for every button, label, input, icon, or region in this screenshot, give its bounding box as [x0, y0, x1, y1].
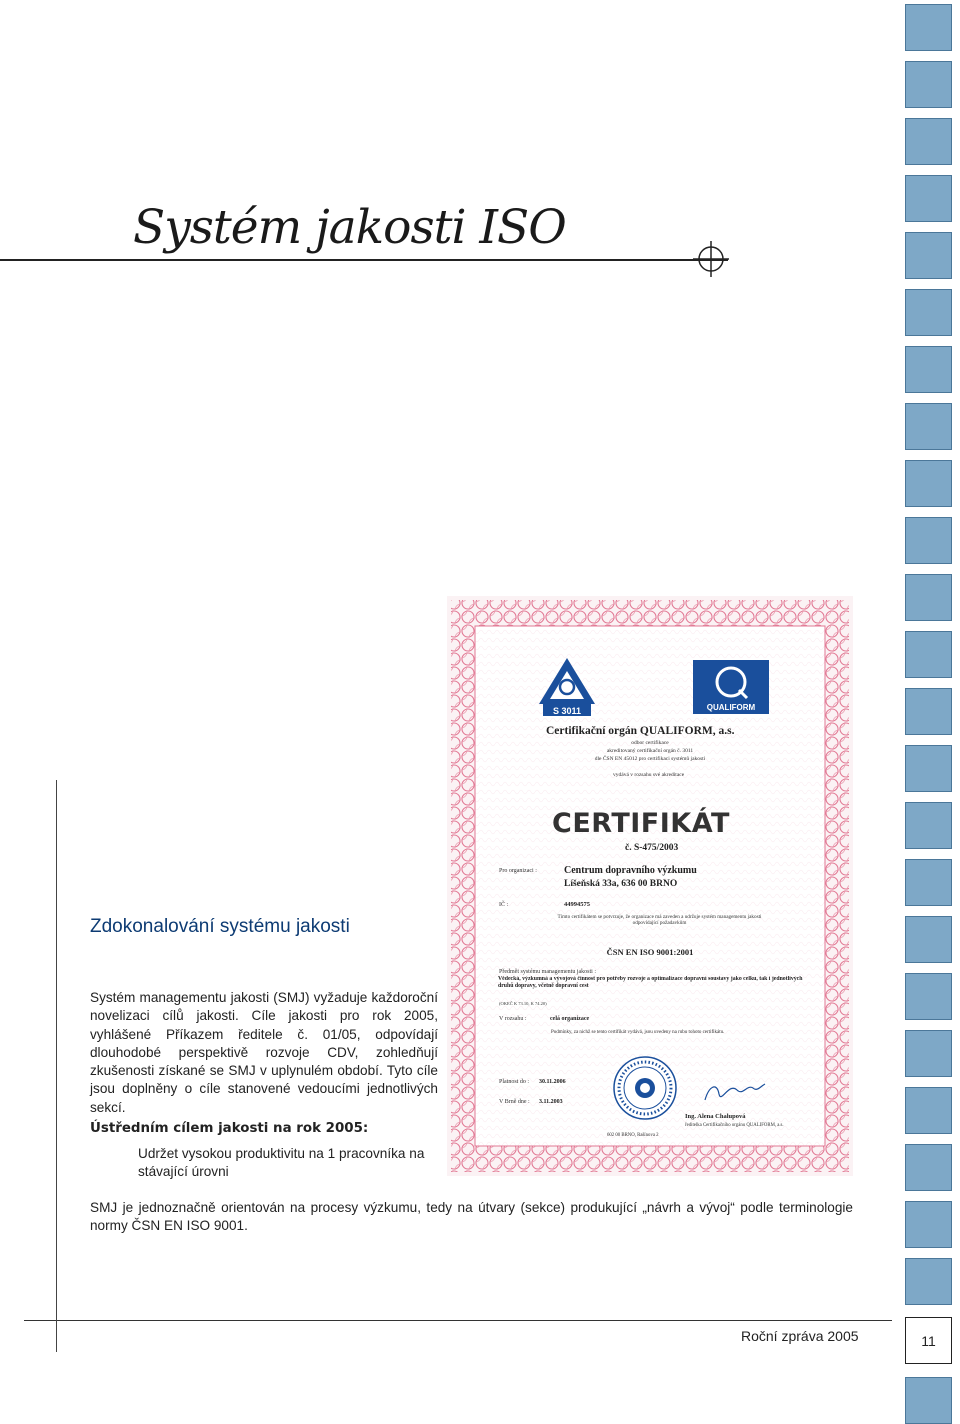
- cert-standard: ČSN EN ISO 9001:2001: [606, 947, 694, 957]
- cert-address: 602 00 BRNO, Rašínova 2: [607, 1133, 659, 1138]
- side-square: [905, 232, 952, 279]
- side-square: [905, 61, 952, 108]
- cert-right-logo-text: QUALIFORM: [706, 703, 756, 712]
- cert-conditions: Podmínky, za nichž se tento certifikát vydává, jsou uvedeny na rubu tohoto certifikátu.: [551, 1030, 725, 1035]
- intro-paragraph: Systém managementu jakosti (SMJ) vyžaduje každoroční novelizaci cílů jakosti. Cíle jakosti pro rok 2005, vyhlášené Příkazem ředitele č. 01/05, odpovídají dlouhodobé perspektivě rozvoje CDV, zohledňují zkušenosti získané se SMJ v uplynulém období. Tyto cíle jsou doplněny o cíle stanovené vedoucími jednotlivých sekcí.: [90, 990, 438, 1115]
- cert-issuer: Certifikační orgán QUALIFORM, a.s.: [546, 725, 735, 737]
- qualiform-logo: [693, 660, 769, 714]
- cert-org-address: Líšeňská 33a, 636 00 BRNO: [564, 879, 678, 889]
- side-square: [905, 1258, 952, 1305]
- side-square: [905, 460, 952, 507]
- side-square: [905, 916, 952, 963]
- side-square: [905, 1201, 952, 1248]
- cert-number: č. S-475/2003: [625, 843, 679, 853]
- side-square: [905, 574, 952, 621]
- side-square: [905, 517, 952, 564]
- side-square: [905, 973, 952, 1020]
- side-square: [905, 1030, 952, 1077]
- accreditation-seal: [614, 1057, 676, 1119]
- side-square: [905, 1377, 952, 1424]
- cert-org-label: Pro organizaci :: [499, 868, 537, 874]
- cert-subject-codes: (OKEČ K 73.10, K 74.20): [499, 1001, 547, 1006]
- cert-subject-label: Předmět systému managementu jakosti :: [499, 969, 596, 975]
- margin-rule: [56, 780, 57, 1352]
- section-heading: Zdokonalování systému jakosti: [90, 916, 350, 937]
- cert-issuer-sub: vydává v rozsahu své akreditace: [613, 772, 685, 778]
- cert-signatory: Ing. Alena Chalupová: [685, 1113, 746, 1120]
- side-square: [905, 403, 952, 450]
- cert-valid-value: 30.11.2006: [539, 1079, 566, 1085]
- cert-statement: Tímto certifikátem se potvrzuje, že organizace má zaveden a udržuje systém managementu jakosti odpovídající požadavkům: [557, 914, 762, 927]
- page-title: Systém jakosti ISO: [133, 200, 566, 255]
- cert-heading: CERTIFIKÁT: [552, 808, 730, 839]
- outro-paragraph: SMJ je jednoznačně orientován na procesy výzkumu, tedy na útvary (sekce) produkující „návrh a vývoj“ podle terminologie normy ČSN EN ISO 9001.: [90, 1200, 853, 1234]
- side-squares: [905, 0, 955, 1411]
- goal-text: Udržet vysokou produktivitu na 1 pracovníka na stávající úrovni: [138, 1146, 425, 1180]
- goal-label: Ústředním cílem jakosti na rok 2005:: [90, 1121, 369, 1136]
- page-number: 11: [905, 1317, 952, 1364]
- cert-subject-text: Vědecká, výzkumná a vývojová činnost pro potřeby rozvoje a optimalizace dopravní soustavy jako celku, tak i jednotlivých druhů dopravy, včetně dopravní cest: [498, 976, 803, 989]
- side-square: [905, 745, 952, 792]
- side-square: [905, 688, 952, 735]
- footer-tick: [56, 1300, 57, 1350]
- side-square: [905, 859, 952, 906]
- side-square: [905, 1087, 952, 1134]
- certificate-svg: [447, 596, 853, 1176]
- side-square: [905, 346, 952, 393]
- cert-scope-value: celá organizace: [550, 1016, 590, 1022]
- cert-issuer-sub: odbor certifikace: [631, 740, 669, 746]
- side-square: [905, 802, 952, 849]
- cert-signatory-role: ředitelka Certifikačního orgánu QUALIFORM, a.s.: [685, 1123, 784, 1128]
- footer-rule: [24, 1320, 892, 1321]
- side-square: [905, 1144, 952, 1191]
- cert-date-label: V Brně dne :: [499, 1099, 530, 1105]
- footer-text: Roční zpráva 2005: [741, 1328, 859, 1344]
- side-square: [905, 118, 952, 165]
- cert-statement-box: [547, 914, 772, 936]
- cert-org-name: Centrum dopravního výzkumu: [564, 865, 697, 876]
- cert-valid-label: Platnost do :: [499, 1079, 530, 1085]
- cert-subject-box: [498, 976, 808, 1004]
- title-rule: [0, 259, 728, 261]
- crosshair-icon: [693, 241, 729, 277]
- cert-issuer-sub: akreditovaný certifikační orgán č. 3011: [606, 748, 694, 754]
- side-square: [905, 631, 952, 678]
- cert-date-value: 3.11.2003: [539, 1099, 563, 1105]
- cert-ic-value: 44994575: [564, 901, 590, 908]
- cert-ic-label: IČ :: [499, 902, 509, 908]
- cert-issuer-sub: dle ČSN EN 45012 pro certifikaci systémů jakosti: [594, 756, 706, 762]
- cert-scope-label: V rozsahu :: [499, 1016, 527, 1022]
- side-square: [905, 4, 952, 51]
- certificate-image: [447, 596, 853, 1176]
- side-square: [905, 175, 952, 222]
- side-square: [905, 289, 952, 336]
- cert-left-logo-code: S 3011: [552, 706, 582, 716]
